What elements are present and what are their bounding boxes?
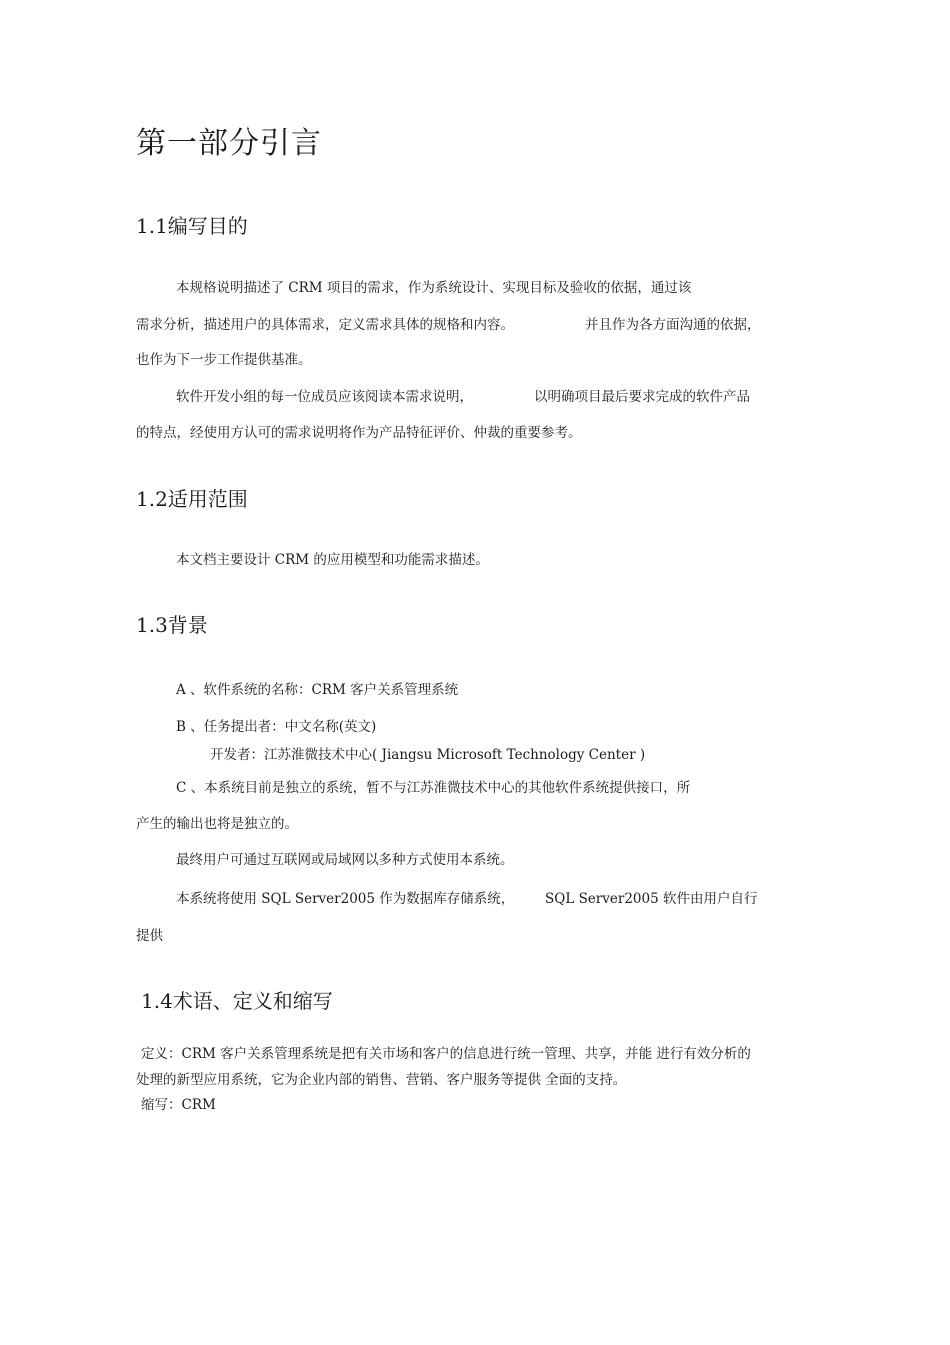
para-users: 最终用户可通过互联网或局域网以多种方式使用本系统。: [176, 852, 514, 868]
para-1-1b-line-1b: 以明确项目最后要求完成的软件产品: [534, 389, 750, 405]
heading-1-2: 1.2适用范围: [136, 487, 248, 511]
para-sql-line-2: 提供: [136, 928, 163, 944]
heading-1-3: 1.3背景: [136, 613, 208, 637]
page-title: 第一部分引言: [136, 126, 322, 161]
developer-line: 开发者：江苏淮微技术中心( Jiangsu Microsoft Technology Center ): [210, 747, 646, 763]
para-1-1-line-1: 本规格说明描述了 CRM 项目的需求，作为系统设计、实现目标及验收的依据，通过该: [176, 280, 692, 296]
para-1-1b-line-2: 的特点，经使用方认可的需求说明将作为产品特征评价、仲裁的重要参考。: [136, 425, 582, 441]
para-1-2: 本文档主要设计 CRM 的应用模型和功能需求描述。: [176, 552, 489, 568]
definition-line-1: 定义：CRM 客户关系管理系统是把有关市场和客户的信息进行统一管理、共享，并能 进行有效分析的: [141, 1046, 751, 1062]
heading-1-4: 1.4术语、定义和缩写: [141, 989, 333, 1013]
item-c-line-2: 产生的输出也将是独立的。: [136, 816, 298, 832]
para-1-1b-line-1a: 软件开发小组的每一位成员应该阅读本需求说明，: [176, 389, 473, 405]
item-c-line-1: C 、本系统目前是独立的系统，暂不与江苏淮微技术中心的其他软件系统提供接口，所: [176, 780, 691, 796]
item-b: B 、任务提出者：中文名称(英文): [176, 719, 377, 735]
item-a: A 、软件系统的名称：CRM 客户关系管理系统: [176, 682, 459, 698]
para-1-1-line-3: 也作为下一步工作提供基准。: [136, 352, 312, 368]
para-sql-line-1b: SQL Server2005 软件由用户自行: [545, 891, 758, 907]
para-sql-line-1a: 本系统将使用 SQL Server2005 作为数据库存储系统，: [176, 891, 515, 907]
para-1-1-line-2a: 需求分析，描述用户的具体需求，定义需求具体的规格和内容。: [136, 317, 514, 333]
abbreviation-line: 缩写：CRM: [141, 1097, 216, 1113]
definition-line-2: 处理的新型应用系统，它为企业内部的销售、营销、客户服务等提供 全面的支持。: [136, 1072, 627, 1088]
heading-1-1: 1.1编写目的: [136, 214, 248, 238]
para-1-1-line-2b: 并且作为各方面沟通的依据，: [585, 317, 761, 333]
